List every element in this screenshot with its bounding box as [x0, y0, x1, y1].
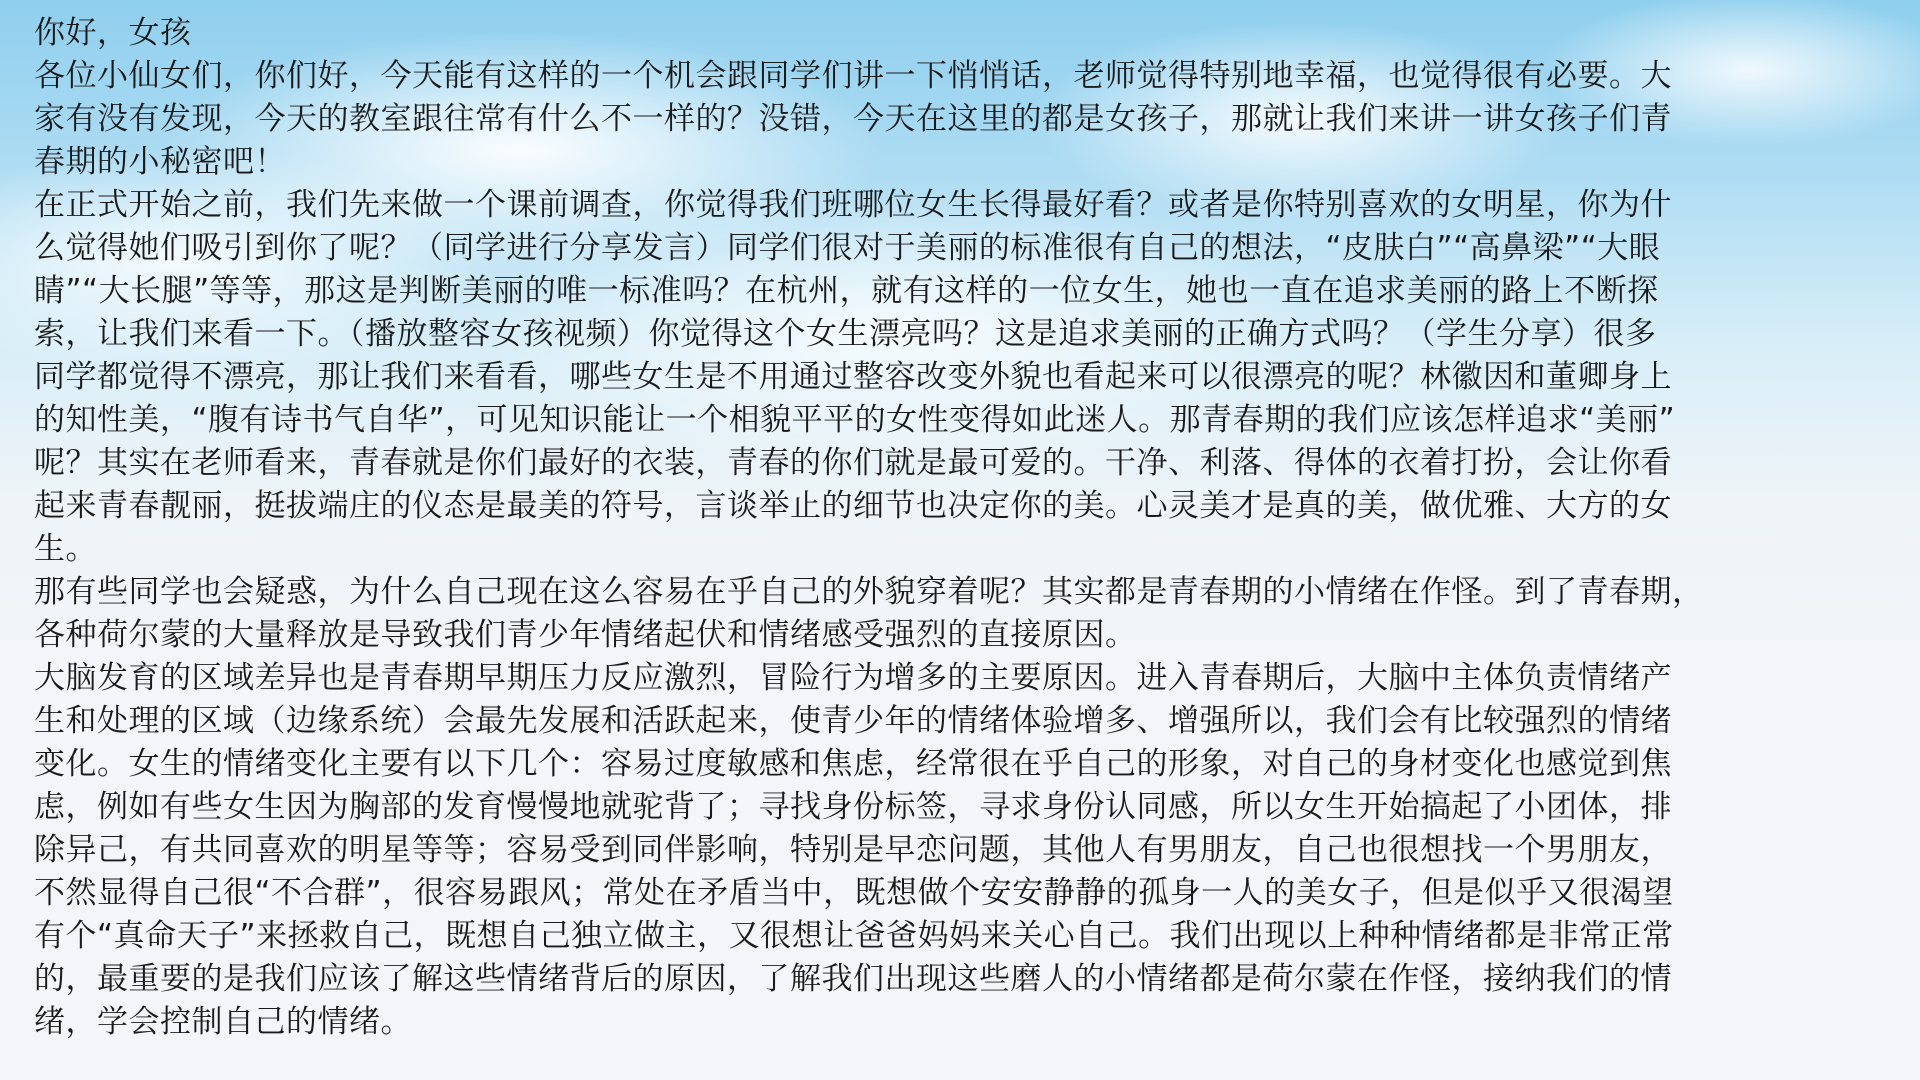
text-line: 除异己，有共同喜欢的明星等等；容易受到同伴影响，特别是早恋问题，其他人有男朋友，自己也很想找一个男朋友， — [34, 832, 1672, 868]
text-line: 睛”“大长腿”等等，那这是判断美丽的唯一标准吗？在杭州，就有这样的一位女生，她也一直在追求美丽的路上不断探 — [34, 273, 1659, 309]
text-line: 绪，学会控制自己的情绪。 — [34, 1004, 412, 1040]
text-line: 同学都觉得不漂亮，那让我们来看看，哪些女生是不用通过整容改变外貌也看起来可以很漂亮的呢？林徽因和董卿身上 — [34, 359, 1672, 395]
text-line: 的知性美，“腹有诗书气自华”，可见知识能让一个相貌平平的女性变得如此迷人。那青春期的我们应该怎样追求“美丽” — [34, 402, 1676, 438]
text-line: 虑，例如有些女生因为胸部的发育慢慢地就驼背了；寻找身份标签，寻求身份认同感，所以女生开始搞起了小团体，排 — [34, 789, 1672, 825]
text-line: 变化。女生的情绪变化主要有以下几个：容易过度敏感和焦虑，经常很在乎自己的形象，对自己的身材变化也感觉到焦 — [34, 746, 1672, 782]
text-line: 各位小仙女们，你们好，今天能有这样的一个机会跟同学们讲一下悄悄话，老师觉得特别地幸福，也觉得很有必要。大 — [34, 58, 1672, 94]
text-line: 呢？其实在老师看来，青春就是你们最好的衣装，青春的你们就是最可爱的。干净、利落、得体的衣着打扮，会让你看 — [34, 445, 1672, 481]
text-line: 起来青春靓丽，挺拔端庄的仪态是最美的符号，言谈举止的细节也决定你的美。心灵美才是真的美，做优雅、大方的女 — [34, 488, 1672, 524]
text-line: 索，让我们来看一下。（播放整容女孩视频）你觉得这个女生漂亮吗？这是追求美丽的正确方式吗？（学生分享）很多 — [34, 316, 1657, 352]
text-line: 的，最重要的是我们应该了解这些情绪背后的原因，了解我们出现这些磨人的小情绪都是荷尔蒙在作怪，接纳我们的情 — [34, 961, 1672, 997]
text-line: 大脑发育的区域差异也是青春期早期压力反应激烈，冒险行为增多的主要原因。进入青春期后，大脑中主体负责情绪产 — [34, 660, 1672, 696]
text-line: 在正式开始之前，我们先来做一个课前调查，你觉得我们班哪位女生长得最好看？或者是你特别喜欢的女明星，你为什 — [34, 187, 1672, 223]
text-line: 春期的小秘密吧！ — [34, 144, 286, 180]
text-line: 生和处理的区域（边缘系统）会最先发展和活跃起来，使青少年的情绪体验增多、增强所以，我们会有比较强烈的情绪 — [34, 703, 1672, 739]
text-line: 有个“真命天子”来拯救自己，既想自己独立做主，又很想让爸爸妈妈来关心自己。我们出现以上种种情绪都是非常正常 — [34, 918, 1674, 954]
text-line: 生。 — [34, 531, 97, 567]
text-line: 那有些同学也会疑惑，为什么自己现在这么容易在乎自己的外貌穿着呢？其实都是青春期的小情绪在作怪。到了青春期， — [34, 574, 1704, 610]
text-line: 么觉得她们吸引到你了呢？（同学进行分享发言）同学们很对于美丽的标准很有自己的想法，“皮肤白”“高鼻梁”“大眼 — [34, 230, 1661, 266]
document-title: 你好，女孩 — [34, 15, 192, 51]
document-body — [34, 12, 1914, 1044]
text-line: 不然显得自己很“不合群”，很容易跟风；常处在矛盾当中，既想做个安安静静的孤身一人的美女子，但是似乎又很渴望 — [34, 875, 1674, 911]
text-line: 家有没有发现，今天的教室跟往常有什么不一样的？没错，今天在这里的都是女孩子，那就让我们来讲一讲女孩子们青 — [34, 101, 1672, 137]
text-line: 各种荷尔蒙的大量释放是导致我们青少年情绪起伏和情绪感受强烈的直接原因。 — [34, 617, 1137, 653]
